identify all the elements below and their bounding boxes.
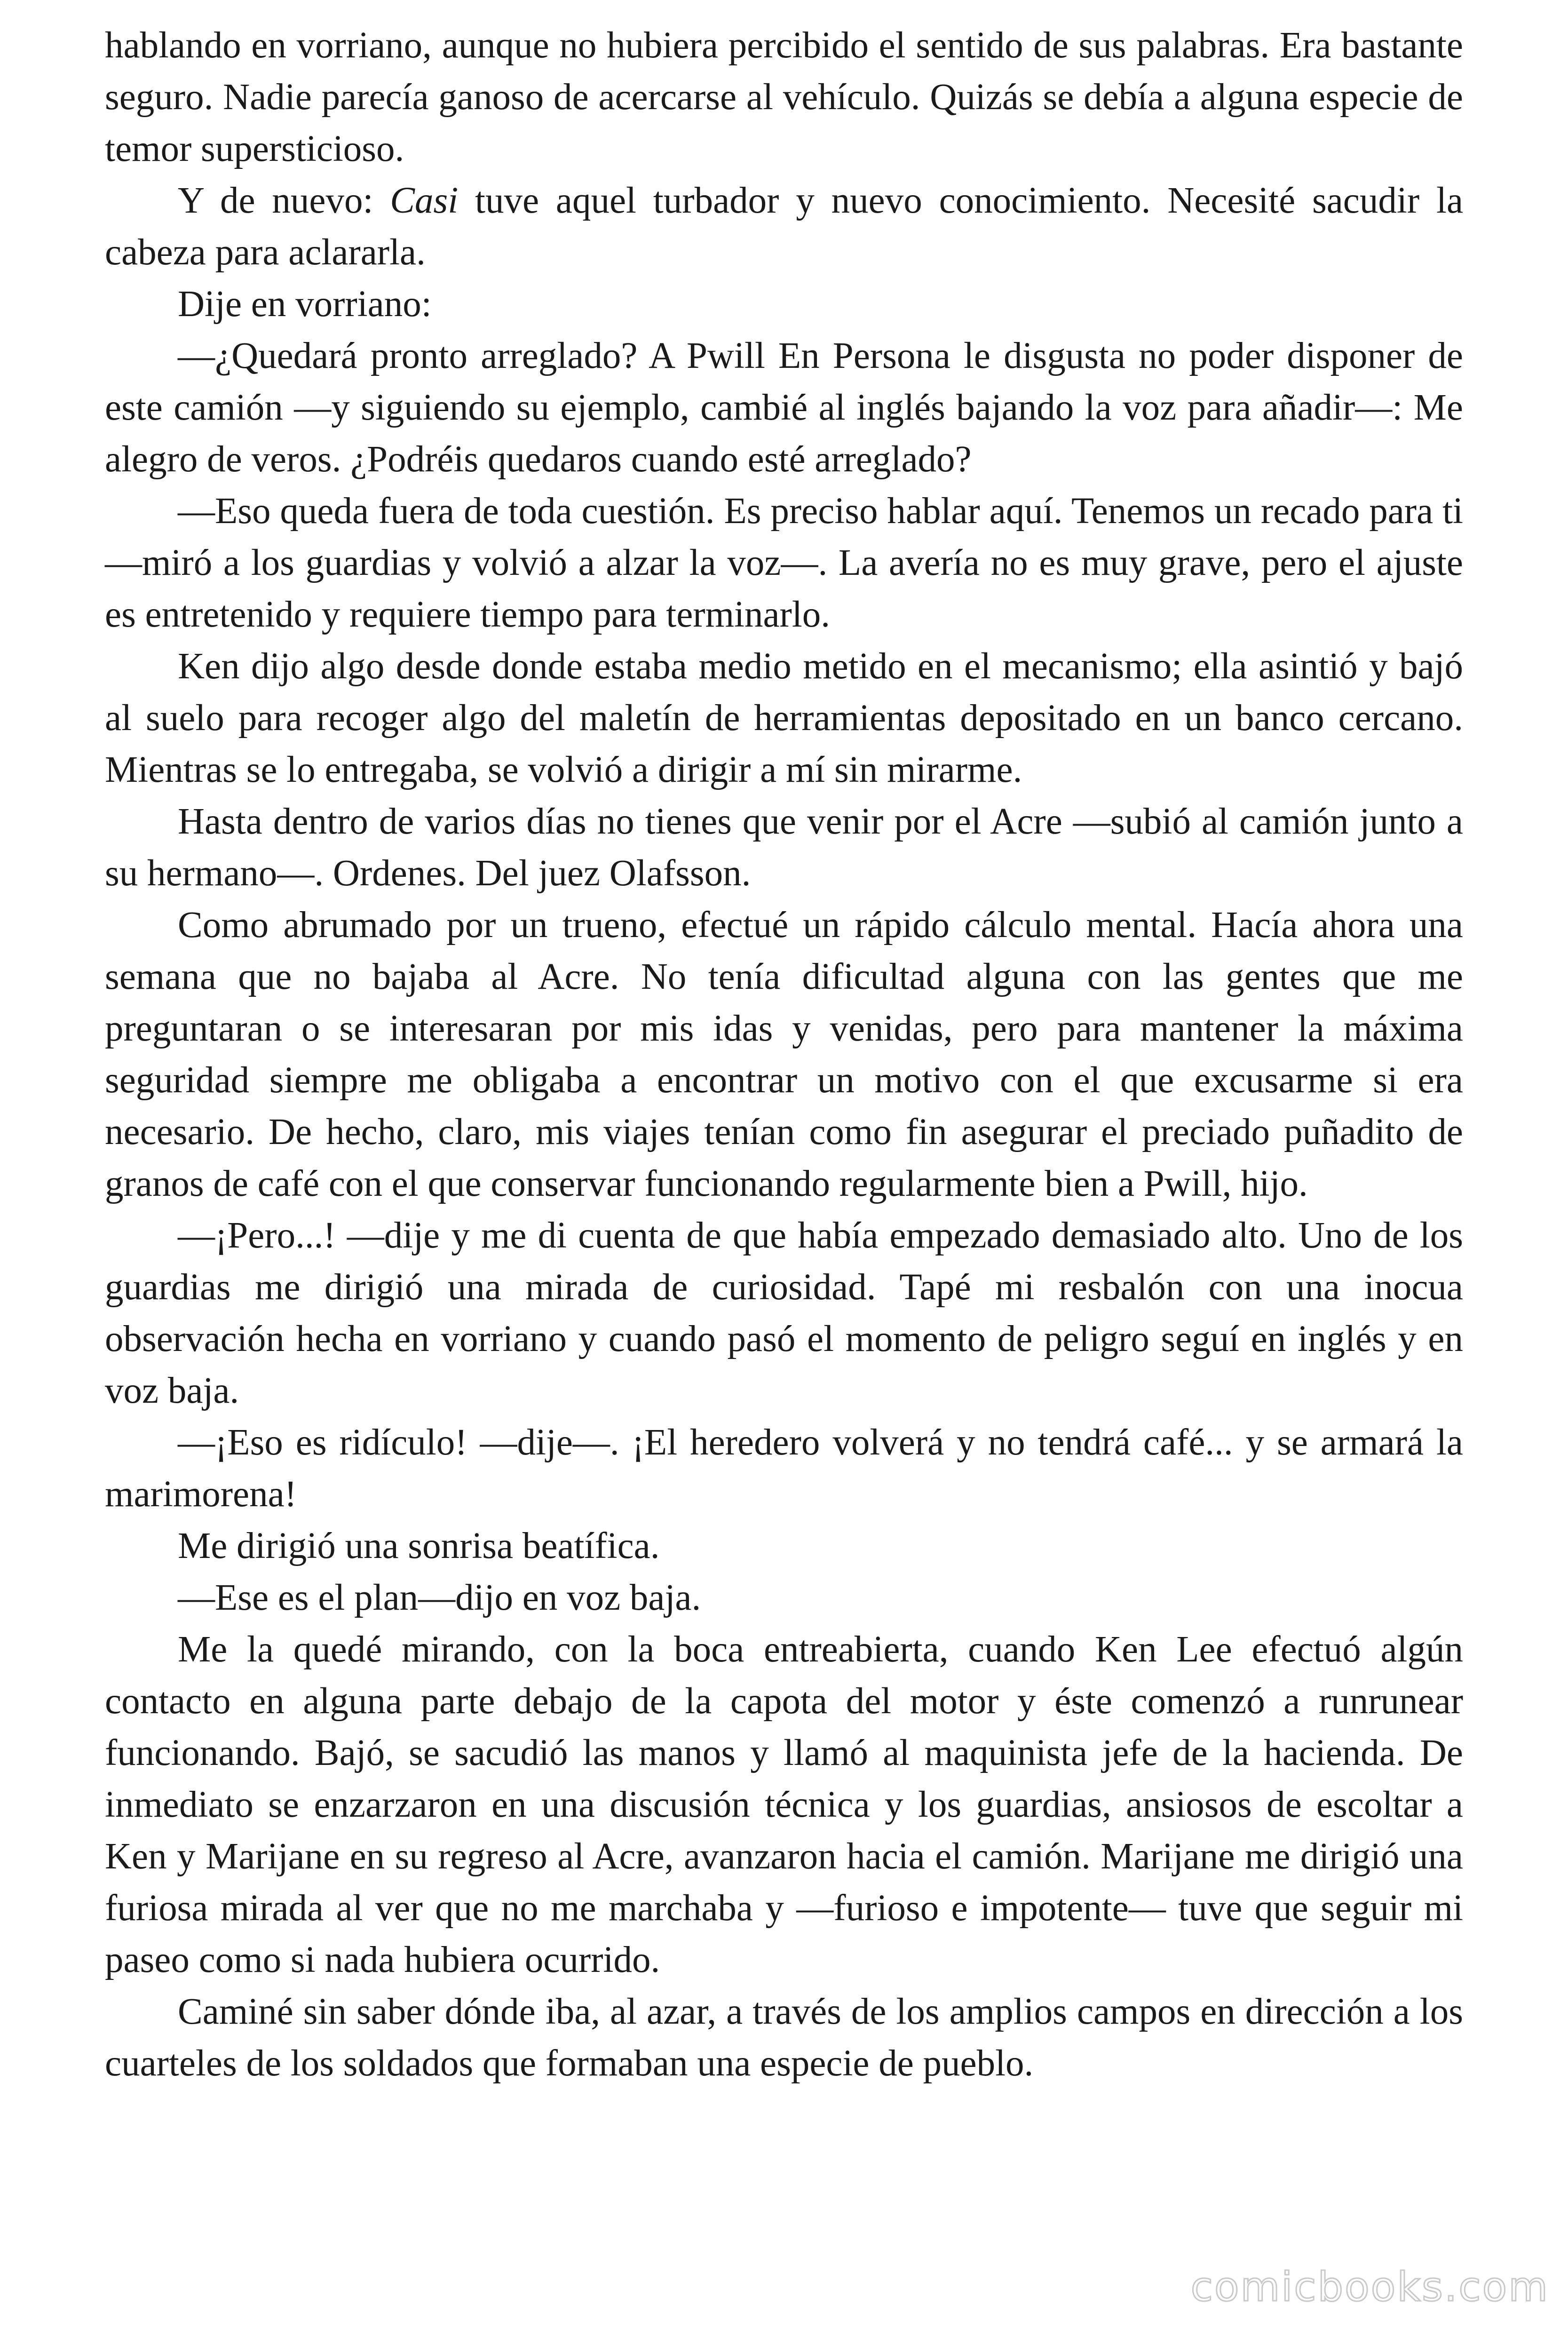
paragraph-text: hablando en vorriano, aunque no hubiera percibido el sentido de sus palabras. Era bastante seguro. Nadie parecía ganoso de acercarse al vehículo. Quizás se debía a alguna especie de temor supersticioso. (105, 25, 1463, 169)
paragraph-text: —¡Pero...! —dije y me di cuenta de que había empezado demasiado alto. Uno de los guardias me dirigió una mirada de curiosidad. Tapé mi resbalón con una inocua observación hecha en vorriano y cuando pasó el momento de peligro seguí en inglés y en voz baja. (105, 1215, 1463, 1411)
italic-text: Casi (390, 180, 459, 221)
paragraph (105, 1417, 1463, 1520)
paragraph (105, 278, 1463, 330)
paragraph (105, 1572, 1463, 1624)
paragraph (105, 899, 1463, 1210)
paragraph (105, 485, 1463, 641)
paragraph (105, 1520, 1463, 1572)
paragraph-text: Ken dijo algo desde donde estaba medio metido en el mecanismo; ella asintió y bajó al suelo para recoger algo del maletín de herramientas depositado en un banco cercano. Mientras se lo entregaba, se volvió a dirigir a mí sin mirarme. (105, 646, 1463, 790)
paragraph-text: Me dirigió una sonrisa beatífica. (178, 1526, 660, 1566)
paragraph (105, 330, 1463, 485)
paragraph-text: —Ese es el plan—dijo en voz baja. (178, 1577, 701, 1618)
paragraph-text: Me la quedé mirando, con la boca entreabierta, cuando Ken Lee efectuó algún contacto en alguna parte debajo de la capota del motor y éste comenzó a runrunear funcionando. Bajó, se sacudió las manos y llamó al maquinista jefe de la hacienda. De inmediato se enzarzaron en una discusión técnica y los guardias, ansiosos de escoltar a Ken y Marijane en su regreso al Acre, avanzaron hacia el camión. Marijane me dirigió una furiosa mirada al ver que no me marchaba y —furioso e impotente— tuve que seguir mi paseo como si nada hubiera ocurrido. (105, 1629, 1463, 1980)
paragraph (105, 1624, 1463, 1986)
paragraph (105, 641, 1463, 796)
paragraph-text: Y de nuevo: (178, 180, 390, 221)
paragraph-text: —¡Eso es ridículo! —dije—. ¡El heredero volverá y no tendrá café... y se armará la marimorena! (105, 1422, 1463, 1515)
watermark: comicbooks.com (1190, 2264, 1549, 2311)
paragraph-text: tuve aquel turbador y nuevo conocimiento. Necesité sacudir la cabeza para aclararla. (105, 180, 1464, 273)
paragraph-text: Dije en vorriano: (178, 284, 432, 325)
paragraph (105, 1986, 1463, 2090)
paragraph-text: —¿Quedará pronto arreglado? A Pwill En Persona le disgusta no poder disponer de este camión —y siguiendo su ejemplo, cambié al inglés bajando la voz para añadir—: Me alegro de veros. ¿Podréis quedaros cuando esté arreglado? (105, 335, 1463, 480)
paragraph (105, 175, 1463, 278)
paragraph-text: Caminé sin saber dónde iba, al azar, a través de los amplios campos en dirección a los cuarteles de los soldados que formaban una especie de pueblo. (105, 1991, 1463, 2084)
paragraph (105, 20, 1463, 175)
book-page-text (105, 20, 1463, 2090)
paragraph (105, 1210, 1463, 1417)
paragraph-text: —Eso queda fuera de toda cuestión. Es preciso hablar aquí. Tenemos un recado para ti —miró a los guardias y volvió a alzar la voz—. La avería no es muy grave, pero el ajuste es entretenido y requiere tiempo para terminarlo. (105, 491, 1463, 635)
paragraph-text: Como abrumado por un trueno, efectué un rápido cálculo mental. Hacía ahora una semana que no bajaba al Acre. No tenía dificultad alguna con las gentes que me preguntaran o se interesaran por mis idas y venidas, pero para mantener la máxima seguridad siempre me obligaba a encontrar un motivo con el que excusarme si era necesario. De hecho, claro, mis viajes tenían como fin asegurar el preciado puñadito de granos de café con el que conservar funcionando regularmente bien a Pwill, hijo. (105, 905, 1463, 1204)
paragraph-text: Hasta dentro de varios días no tienes que venir por el Acre —subió al camión junto a su hermano—. Ordenes. Del juez Olafsson. (105, 801, 1463, 894)
paragraph (105, 796, 1463, 899)
